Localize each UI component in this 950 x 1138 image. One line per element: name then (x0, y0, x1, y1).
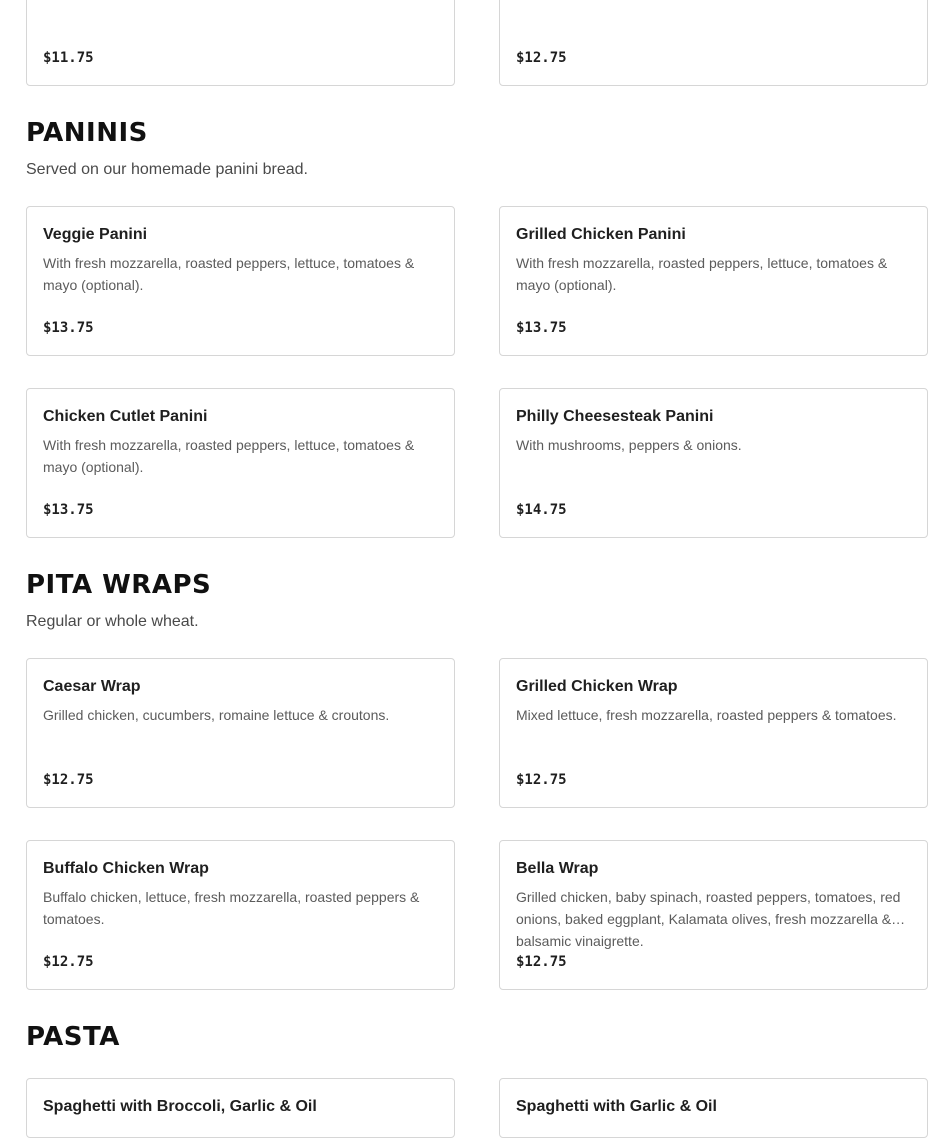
item-name: Buffalo Chicken Wrap (43, 860, 209, 877)
menu-item-veggie-panini[interactable] (26, 206, 455, 356)
item-description: With fresh mozzarella, roasted peppers, lettuce, tomatoes & mayo (optional). (43, 255, 415, 293)
item-name: Chicken Cutlet Panini (43, 408, 208, 425)
menu-item-grilled-chicken-panini[interactable] (499, 206, 928, 356)
item-description: Buffalo chicken, lettuce, fresh mozzarella, roasted peppers & tomatoes. (43, 889, 420, 927)
item-price: $12.75 (516, 772, 567, 788)
item-description: With fresh mozzarella, roasted peppers, lettuce, tomatoes & mayo (optional). (516, 255, 888, 293)
item-name: Veggie Panini (43, 226, 148, 243)
item-description: With mushrooms, peppers & onions. (516, 437, 742, 453)
section-subtitle-pita-wraps: Regular or whole wheat. (26, 613, 199, 630)
item-name: Grilled Chicken Panini (516, 226, 686, 243)
menu-item-spaghetti-broccoli[interactable] (26, 1078, 455, 1138)
menu-item-card[interactable] (499, 0, 928, 86)
item-description: Grilled chicken, cucumbers, romaine lettuce & croutons. (43, 707, 390, 723)
item-name: Spaghetti with Garlic & Oil (516, 1098, 717, 1115)
item-name: Grilled Chicken Wrap (516, 678, 678, 695)
menu-item-philly-cheesesteak-panini[interactable] (499, 388, 928, 538)
section-title-pasta: PASTA (26, 1022, 120, 1052)
item-price: $13.75 (516, 320, 567, 336)
item-price: $14.75 (516, 502, 567, 518)
section-title-pita-wraps: PITA WRAPS (26, 570, 212, 600)
item-name: Caesar Wrap (43, 678, 141, 695)
section-subtitle-paninis: Served on our homemade panini bread. (26, 161, 308, 178)
section-title-paninis: PANINIS (26, 118, 148, 148)
item-price: $12.75 (43, 772, 94, 788)
menu-item-spaghetti-garlic-oil[interactable] (499, 1078, 928, 1138)
item-name: Philly Cheesesteak Panini (516, 408, 714, 425)
item-price: $11.75 (43, 50, 94, 66)
item-description: Mixed lettuce, fresh mozzarella, roasted peppers & tomatoes. (516, 707, 897, 723)
item-name: Spaghetti with Broccoli, Garlic & Oil (43, 1098, 317, 1115)
menu-item-bella-wrap[interactable] (499, 840, 928, 990)
menu-item-card[interactable] (26, 0, 455, 86)
menu-item-grilled-chicken-wrap[interactable] (499, 658, 928, 808)
item-name: Bella Wrap (516, 860, 599, 877)
item-price: $12.75 (516, 50, 567, 66)
item-price: $13.75 (43, 320, 94, 336)
menu-item-caesar-wrap[interactable] (26, 658, 455, 808)
item-price: $12.75 (516, 954, 567, 970)
item-price: $13.75 (43, 502, 94, 518)
menu-item-buffalo-chicken-wrap[interactable] (26, 840, 455, 990)
item-description: With fresh mozzarella, roasted peppers, lettuce, tomatoes & mayo (optional). (43, 437, 415, 475)
item-price: $12.75 (43, 954, 94, 970)
menu-item-chicken-cutlet-panini[interactable] (26, 388, 455, 538)
item-description: Grilled chicken, baby spinach, roasted peppers, tomatoes, red onions, baked eggplant, Kalamata olives, fresh mozzarella & balsamic vinaigrette. (516, 889, 901, 949)
